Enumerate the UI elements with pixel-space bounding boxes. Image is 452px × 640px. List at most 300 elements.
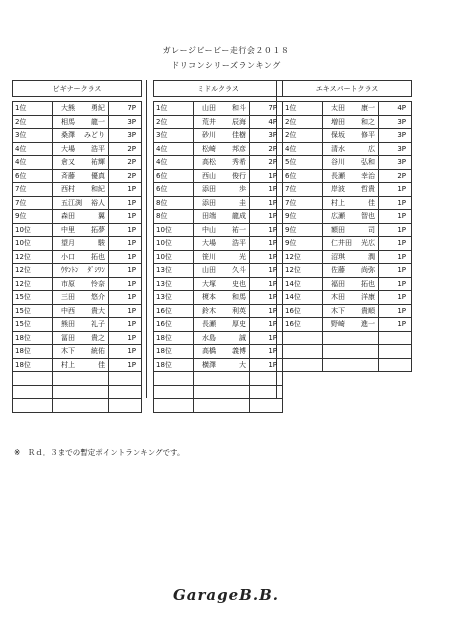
driver-surname: 高橋 — [202, 347, 216, 356]
driver-surname: ｳｻﾝﾄﾝ — [61, 266, 79, 275]
driver-name-cell — [194, 183, 250, 197]
rank-cell: 10位 — [154, 237, 194, 251]
rank-cell: 4位 — [13, 156, 53, 170]
driver-name-cell — [194, 237, 250, 251]
driver-name-cell — [323, 318, 379, 332]
rank-cell: 6位 — [13, 169, 53, 183]
driver-name-cell — [323, 304, 379, 318]
garage-bb-logo: GarageB.B. — [173, 586, 279, 604]
points-cell: 1P — [109, 291, 142, 305]
points-cell — [379, 345, 412, 359]
points-cell: 1P — [250, 358, 283, 372]
driver-surname: 相馬 — [61, 117, 75, 126]
table-row — [154, 129, 283, 143]
points-cell: 1P — [250, 304, 283, 318]
rank-cell: 13位 — [154, 291, 194, 305]
driver-given-name: 勇紀 — [91, 104, 105, 113]
table-row — [154, 102, 283, 116]
table-row — [283, 102, 412, 116]
rank-cell: 12位 — [13, 250, 53, 264]
driver-name-cell — [194, 304, 250, 318]
table-row — [13, 237, 142, 251]
driver-surname: 松崎 — [202, 144, 216, 153]
rank-cell: 2位 — [13, 115, 53, 129]
driver-name-cell — [53, 223, 109, 237]
points-cell: 1P — [379, 264, 412, 278]
driver-given-name: 誠 — [239, 333, 246, 342]
driver-surname: 木田 — [331, 293, 345, 302]
table-row — [283, 210, 412, 224]
points-cell: 7P — [109, 102, 142, 116]
driver-surname: 木下 — [61, 347, 75, 356]
driver-given-name: 悠介 — [91, 293, 105, 302]
table-row — [283, 250, 412, 264]
driver-given-name: 統佑 — [91, 347, 105, 356]
driver-given-name: 光 — [239, 252, 246, 261]
table-row — [154, 115, 283, 129]
driver-surname: 森田 — [61, 212, 75, 221]
driver-given-name: 光広 — [361, 239, 375, 248]
points-cell: 2P — [250, 142, 283, 156]
points-cell: 1P — [379, 304, 412, 318]
driver-surname: 仁井田 — [331, 239, 352, 248]
driver-given-name: 司 — [368, 225, 375, 234]
rank-cell — [283, 345, 323, 359]
driver-given-name: 哲貴 — [361, 185, 375, 194]
driver-given-name: 優真 — [91, 171, 105, 180]
driver-surname: 褔田 — [331, 279, 345, 288]
driver-given-name: 礼子 — [91, 320, 105, 329]
driver-given-name: 邦彦 — [232, 144, 246, 153]
driver-name-cell — [194, 196, 250, 210]
driver-given-name: 辰海 — [232, 117, 246, 126]
driver-given-name: 弘和 — [361, 158, 375, 167]
middle-class-heading: ミドルクラス — [154, 81, 283, 97]
points-cell: 1P — [250, 318, 283, 332]
driver-name-cell — [53, 156, 109, 170]
rank-cell: 9位 — [283, 237, 323, 251]
driver-surname: 熊田 — [61, 320, 75, 329]
table-row — [154, 264, 283, 278]
points-cell: 2P — [109, 156, 142, 170]
table-row — [154, 183, 283, 197]
points-cell: 1P — [109, 250, 142, 264]
driver-surname: 荒井 — [202, 117, 216, 126]
points-cell: 1P — [109, 318, 142, 332]
driver-name-cell — [323, 156, 379, 170]
driver-given-name: 史也 — [232, 279, 246, 288]
driver-given-name: 潤 — [368, 252, 375, 261]
expert-class-table — [282, 80, 412, 372]
driver-name-cell — [194, 223, 250, 237]
driver-surname: 添田 — [202, 198, 216, 207]
rank-cell: 7位 — [13, 183, 53, 197]
driver-name-cell — [323, 277, 379, 291]
driver-given-name: 佳 — [98, 360, 105, 369]
points-cell: 1P — [379, 196, 412, 210]
driver-surname: 増田 — [331, 117, 345, 126]
rank-cell: 9位 — [13, 210, 53, 224]
table-row — [13, 358, 142, 372]
points-cell: 1P — [379, 291, 412, 305]
table-row — [154, 277, 283, 291]
page-title: ガレージビービー走行会２０１８ — [162, 46, 290, 55]
rank-cell: 12位 — [283, 250, 323, 264]
rank-cell: 10位 — [154, 250, 194, 264]
points-cell: 1P — [109, 223, 142, 237]
points-cell: 1P — [250, 331, 283, 345]
driver-surname: 添田 — [202, 185, 216, 194]
points-cell — [250, 385, 283, 399]
table-row — [154, 237, 283, 251]
driver-name-cell — [323, 142, 379, 156]
rank-cell: 16位 — [154, 318, 194, 332]
driver-name-cell — [53, 196, 109, 210]
rank-cell — [283, 331, 323, 345]
driver-surname: 保坂 — [331, 131, 345, 140]
rank-cell: 8位 — [154, 196, 194, 210]
driver-name-cell — [53, 372, 109, 386]
rank-cell: 18位 — [13, 331, 53, 345]
table-row — [283, 264, 412, 278]
table-row — [13, 291, 142, 305]
driver-given-name: 龍成 — [232, 212, 246, 221]
driver-given-name: 歩 — [239, 185, 246, 194]
points-cell — [379, 358, 412, 372]
driver-given-name: 久斗 — [232, 266, 246, 275]
rank-cell: 16位 — [283, 318, 323, 332]
driver-surname: 長瀬 — [331, 171, 345, 180]
driver-name-cell — [53, 102, 109, 116]
driver-surname: 太田 — [331, 104, 345, 113]
driver-given-name: 和紀 — [91, 185, 105, 194]
table-row — [283, 223, 412, 237]
table-row — [13, 345, 142, 359]
driver-name-cell — [194, 385, 250, 399]
points-cell: 2P — [109, 142, 142, 156]
table-row — [154, 156, 283, 170]
driver-name-cell — [53, 385, 109, 399]
table-row — [13, 210, 142, 224]
points-cell: 3P — [379, 142, 412, 156]
driver-surname: 中西 — [61, 306, 75, 315]
points-cell — [250, 372, 283, 386]
driver-name-cell — [53, 250, 109, 264]
driver-given-name: 利英 — [232, 306, 246, 315]
driver-given-name: 洋康 — [361, 293, 375, 302]
rank-cell — [154, 372, 194, 386]
rank-cell: 4位 — [154, 142, 194, 156]
table-row — [13, 169, 142, 183]
table-row — [154, 291, 283, 305]
driver-surname: 三田 — [61, 293, 75, 302]
driver-name-cell — [53, 291, 109, 305]
driver-given-name: 和斗 — [232, 104, 246, 113]
driver-surname: 五江渕 — [61, 198, 82, 207]
table-row — [283, 277, 412, 291]
points-cell: 3P — [379, 129, 412, 143]
driver-surname: 倉又 — [61, 158, 75, 167]
driver-name-cell — [53, 399, 109, 413]
points-cell: 1P — [109, 331, 142, 345]
driver-name-cell — [53, 115, 109, 129]
table-row — [283, 237, 412, 251]
driver-surname: 鈴木 — [202, 306, 216, 315]
points-cell: 3P — [109, 129, 142, 143]
driver-given-name: 駿 — [98, 239, 105, 248]
driver-given-name: 康一 — [361, 104, 375, 113]
points-cell: 1P — [250, 237, 283, 251]
rank-cell — [154, 385, 194, 399]
points-cell — [109, 385, 142, 399]
driver-name-cell — [53, 183, 109, 197]
table-row — [154, 169, 283, 183]
driver-name-cell — [323, 250, 379, 264]
table-row — [283, 129, 412, 143]
table-row — [283, 358, 412, 372]
rank-cell: 7位 — [283, 196, 323, 210]
rank-cell: 6位 — [154, 169, 194, 183]
rank-cell — [13, 372, 53, 386]
driver-name-cell — [323, 102, 379, 116]
table-row — [13, 318, 142, 332]
driver-surname: 中山 — [202, 225, 216, 234]
driver-name-cell — [194, 102, 250, 116]
driver-given-name: 大 — [239, 360, 246, 369]
rank-cell: 14位 — [283, 277, 323, 291]
rank-cell: 4位 — [13, 142, 53, 156]
rank-cell: 6位 — [154, 183, 194, 197]
driver-name-cell — [323, 196, 379, 210]
points-cell: 1P — [379, 250, 412, 264]
rank-cell: 10位 — [13, 223, 53, 237]
driver-given-name: 拓夢 — [91, 225, 105, 234]
driver-surname: 大場 — [61, 144, 75, 153]
driver-surname: 冨田 — [61, 333, 75, 342]
points-cell: 1P — [250, 277, 283, 291]
driver-surname: 山田 — [202, 266, 216, 275]
driver-given-name: 和馬 — [232, 293, 246, 302]
points-cell: 1P — [250, 183, 283, 197]
driver-name-cell — [53, 264, 109, 278]
table-row — [283, 183, 412, 197]
table-row — [154, 331, 283, 345]
driver-given-name: 貴順 — [361, 306, 375, 315]
driver-name-cell — [53, 129, 109, 143]
driver-surname: 額田 — [331, 225, 345, 234]
driver-name-cell — [53, 304, 109, 318]
driver-given-name: 俊行 — [232, 171, 246, 180]
driver-given-name: 圭 — [239, 198, 246, 207]
driver-given-name: 裕人 — [91, 198, 105, 207]
driver-surname: 村上 — [61, 360, 75, 369]
provisional-ranking-note: ※ Ｒｄ．３までの暫定ポイントランキングです。 — [14, 448, 185, 457]
rank-cell: 2位 — [154, 115, 194, 129]
driver-surname: 佐藤 — [331, 266, 345, 275]
rank-cell: 10位 — [154, 223, 194, 237]
rank-cell: 3位 — [13, 129, 53, 143]
points-cell: 1P — [250, 291, 283, 305]
rank-cell: 12位 — [13, 264, 53, 278]
driver-given-name: 広 — [368, 144, 375, 153]
driver-surname: 砂川 — [202, 131, 216, 140]
rank-cell: 9位 — [283, 210, 323, 224]
driver-surname: 野崎 — [331, 320, 345, 329]
driver-name-cell — [323, 129, 379, 143]
driver-given-name: 佳樹 — [232, 131, 246, 140]
points-cell: 3P — [379, 156, 412, 170]
middle-class-table — [153, 80, 283, 413]
points-cell: 1P — [109, 304, 142, 318]
driver-given-name: 尚弥 — [361, 266, 375, 275]
rank-cell: 2位 — [283, 129, 323, 143]
driver-name-cell — [53, 277, 109, 291]
points-cell: 1P — [250, 250, 283, 264]
column-divider — [146, 80, 147, 398]
driver-name-cell — [194, 399, 250, 413]
table-row — [283, 196, 412, 210]
table-row — [154, 304, 283, 318]
driver-name-cell — [194, 372, 250, 386]
driver-name-cell — [194, 210, 250, 224]
table-row — [283, 115, 412, 129]
points-cell: 1P — [109, 277, 142, 291]
table-row — [154, 385, 283, 399]
driver-name-cell — [323, 183, 379, 197]
points-cell: 3P — [109, 115, 142, 129]
driver-name-cell — [194, 156, 250, 170]
rank-cell: 13位 — [154, 264, 194, 278]
driver-name-cell — [53, 358, 109, 372]
driver-surname: 中里 — [61, 225, 75, 234]
driver-name-cell — [323, 264, 379, 278]
rank-cell: 16位 — [283, 304, 323, 318]
driver-name-cell — [323, 358, 379, 372]
table-row — [13, 129, 142, 143]
table-row — [13, 372, 142, 386]
driver-surname: 高松 — [202, 158, 216, 167]
table-row — [13, 264, 142, 278]
points-cell: 1P — [379, 183, 412, 197]
table-row — [154, 250, 283, 264]
points-cell: 2P — [109, 169, 142, 183]
rank-cell: 13位 — [154, 277, 194, 291]
points-cell: 2P — [379, 169, 412, 183]
rank-cell: 18位 — [154, 331, 194, 345]
driver-given-name: 佳 — [368, 198, 375, 207]
points-cell: 1P — [250, 345, 283, 359]
driver-given-name: 修平 — [361, 131, 375, 140]
points-cell: 4P — [379, 102, 412, 116]
rank-cell: 12位 — [13, 277, 53, 291]
driver-given-name: 幸治 — [361, 171, 375, 180]
table-row — [154, 358, 283, 372]
driver-given-name: みどり — [84, 131, 105, 140]
rank-cell: 9位 — [283, 223, 323, 237]
points-cell: 7P — [250, 102, 283, 116]
table-row — [154, 142, 283, 156]
table-row — [13, 142, 142, 156]
points-cell: 1P — [109, 264, 142, 278]
driver-surname: 望月 — [61, 239, 75, 248]
driver-given-name: 祐輝 — [91, 158, 105, 167]
table-row — [13, 196, 142, 210]
driver-given-name: 和之 — [361, 117, 375, 126]
table-row — [154, 196, 283, 210]
rank-cell: 6位 — [283, 169, 323, 183]
driver-surname: 笹川 — [202, 252, 216, 261]
table-row — [154, 372, 283, 386]
driver-surname: 岸波 — [331, 185, 345, 194]
rank-cell: 1位 — [283, 102, 323, 116]
points-cell: 1P — [250, 210, 283, 224]
rank-cell — [154, 399, 194, 413]
points-cell: 1P — [379, 318, 412, 332]
table-row — [154, 210, 283, 224]
table-row — [13, 399, 142, 413]
driver-surname: 谷川 — [331, 158, 345, 167]
driver-given-name: 祐一 — [232, 225, 246, 234]
driver-name-cell — [323, 291, 379, 305]
driver-given-name: 翼 — [98, 212, 105, 221]
rank-cell: 18位 — [13, 358, 53, 372]
rank-cell: 8位 — [154, 210, 194, 224]
driver-surname: 村上 — [331, 198, 345, 207]
driver-surname: 桑澤 — [61, 131, 75, 140]
points-cell: 1P — [379, 277, 412, 291]
points-cell: 3P — [379, 115, 412, 129]
table-row — [283, 142, 412, 156]
table-row — [13, 304, 142, 318]
driver-name-cell — [323, 169, 379, 183]
driver-name-cell — [194, 345, 250, 359]
points-cell: 1P — [250, 223, 283, 237]
driver-name-cell — [323, 223, 379, 237]
driver-name-cell — [194, 318, 250, 332]
driver-given-name: 貴之 — [91, 333, 105, 342]
points-cell: 4P — [250, 115, 283, 129]
rank-cell: 18位 — [13, 345, 53, 359]
rank-cell — [13, 399, 53, 413]
driver-given-name: 怜奈 — [91, 279, 105, 288]
driver-surname: 小口 — [61, 252, 75, 261]
driver-surname: 広瀬 — [331, 212, 345, 221]
rank-cell: 1位 — [154, 102, 194, 116]
driver-name-cell — [194, 129, 250, 143]
driver-name-cell — [323, 331, 379, 345]
page-subtitle: ドリコンシリーズランキング — [171, 61, 281, 70]
rank-cell: 18位 — [154, 345, 194, 359]
driver-name-cell — [323, 345, 379, 359]
driver-name-cell — [323, 237, 379, 251]
points-cell: 2P — [250, 156, 283, 170]
rank-cell: 14位 — [283, 291, 323, 305]
driver-name-cell — [53, 318, 109, 332]
rank-cell: 16位 — [154, 304, 194, 318]
table-row — [13, 223, 142, 237]
driver-name-cell — [194, 331, 250, 345]
table-row — [283, 169, 412, 183]
rank-cell: 3位 — [154, 129, 194, 143]
driver-name-cell — [323, 115, 379, 129]
driver-name-cell — [53, 142, 109, 156]
driver-surname: 長瀬 — [202, 320, 216, 329]
driver-name-cell — [53, 345, 109, 359]
driver-surname: 西山 — [202, 171, 216, 180]
points-cell: 1P — [379, 237, 412, 251]
driver-name-cell — [53, 331, 109, 345]
driver-given-name: 浩平 — [232, 239, 246, 248]
